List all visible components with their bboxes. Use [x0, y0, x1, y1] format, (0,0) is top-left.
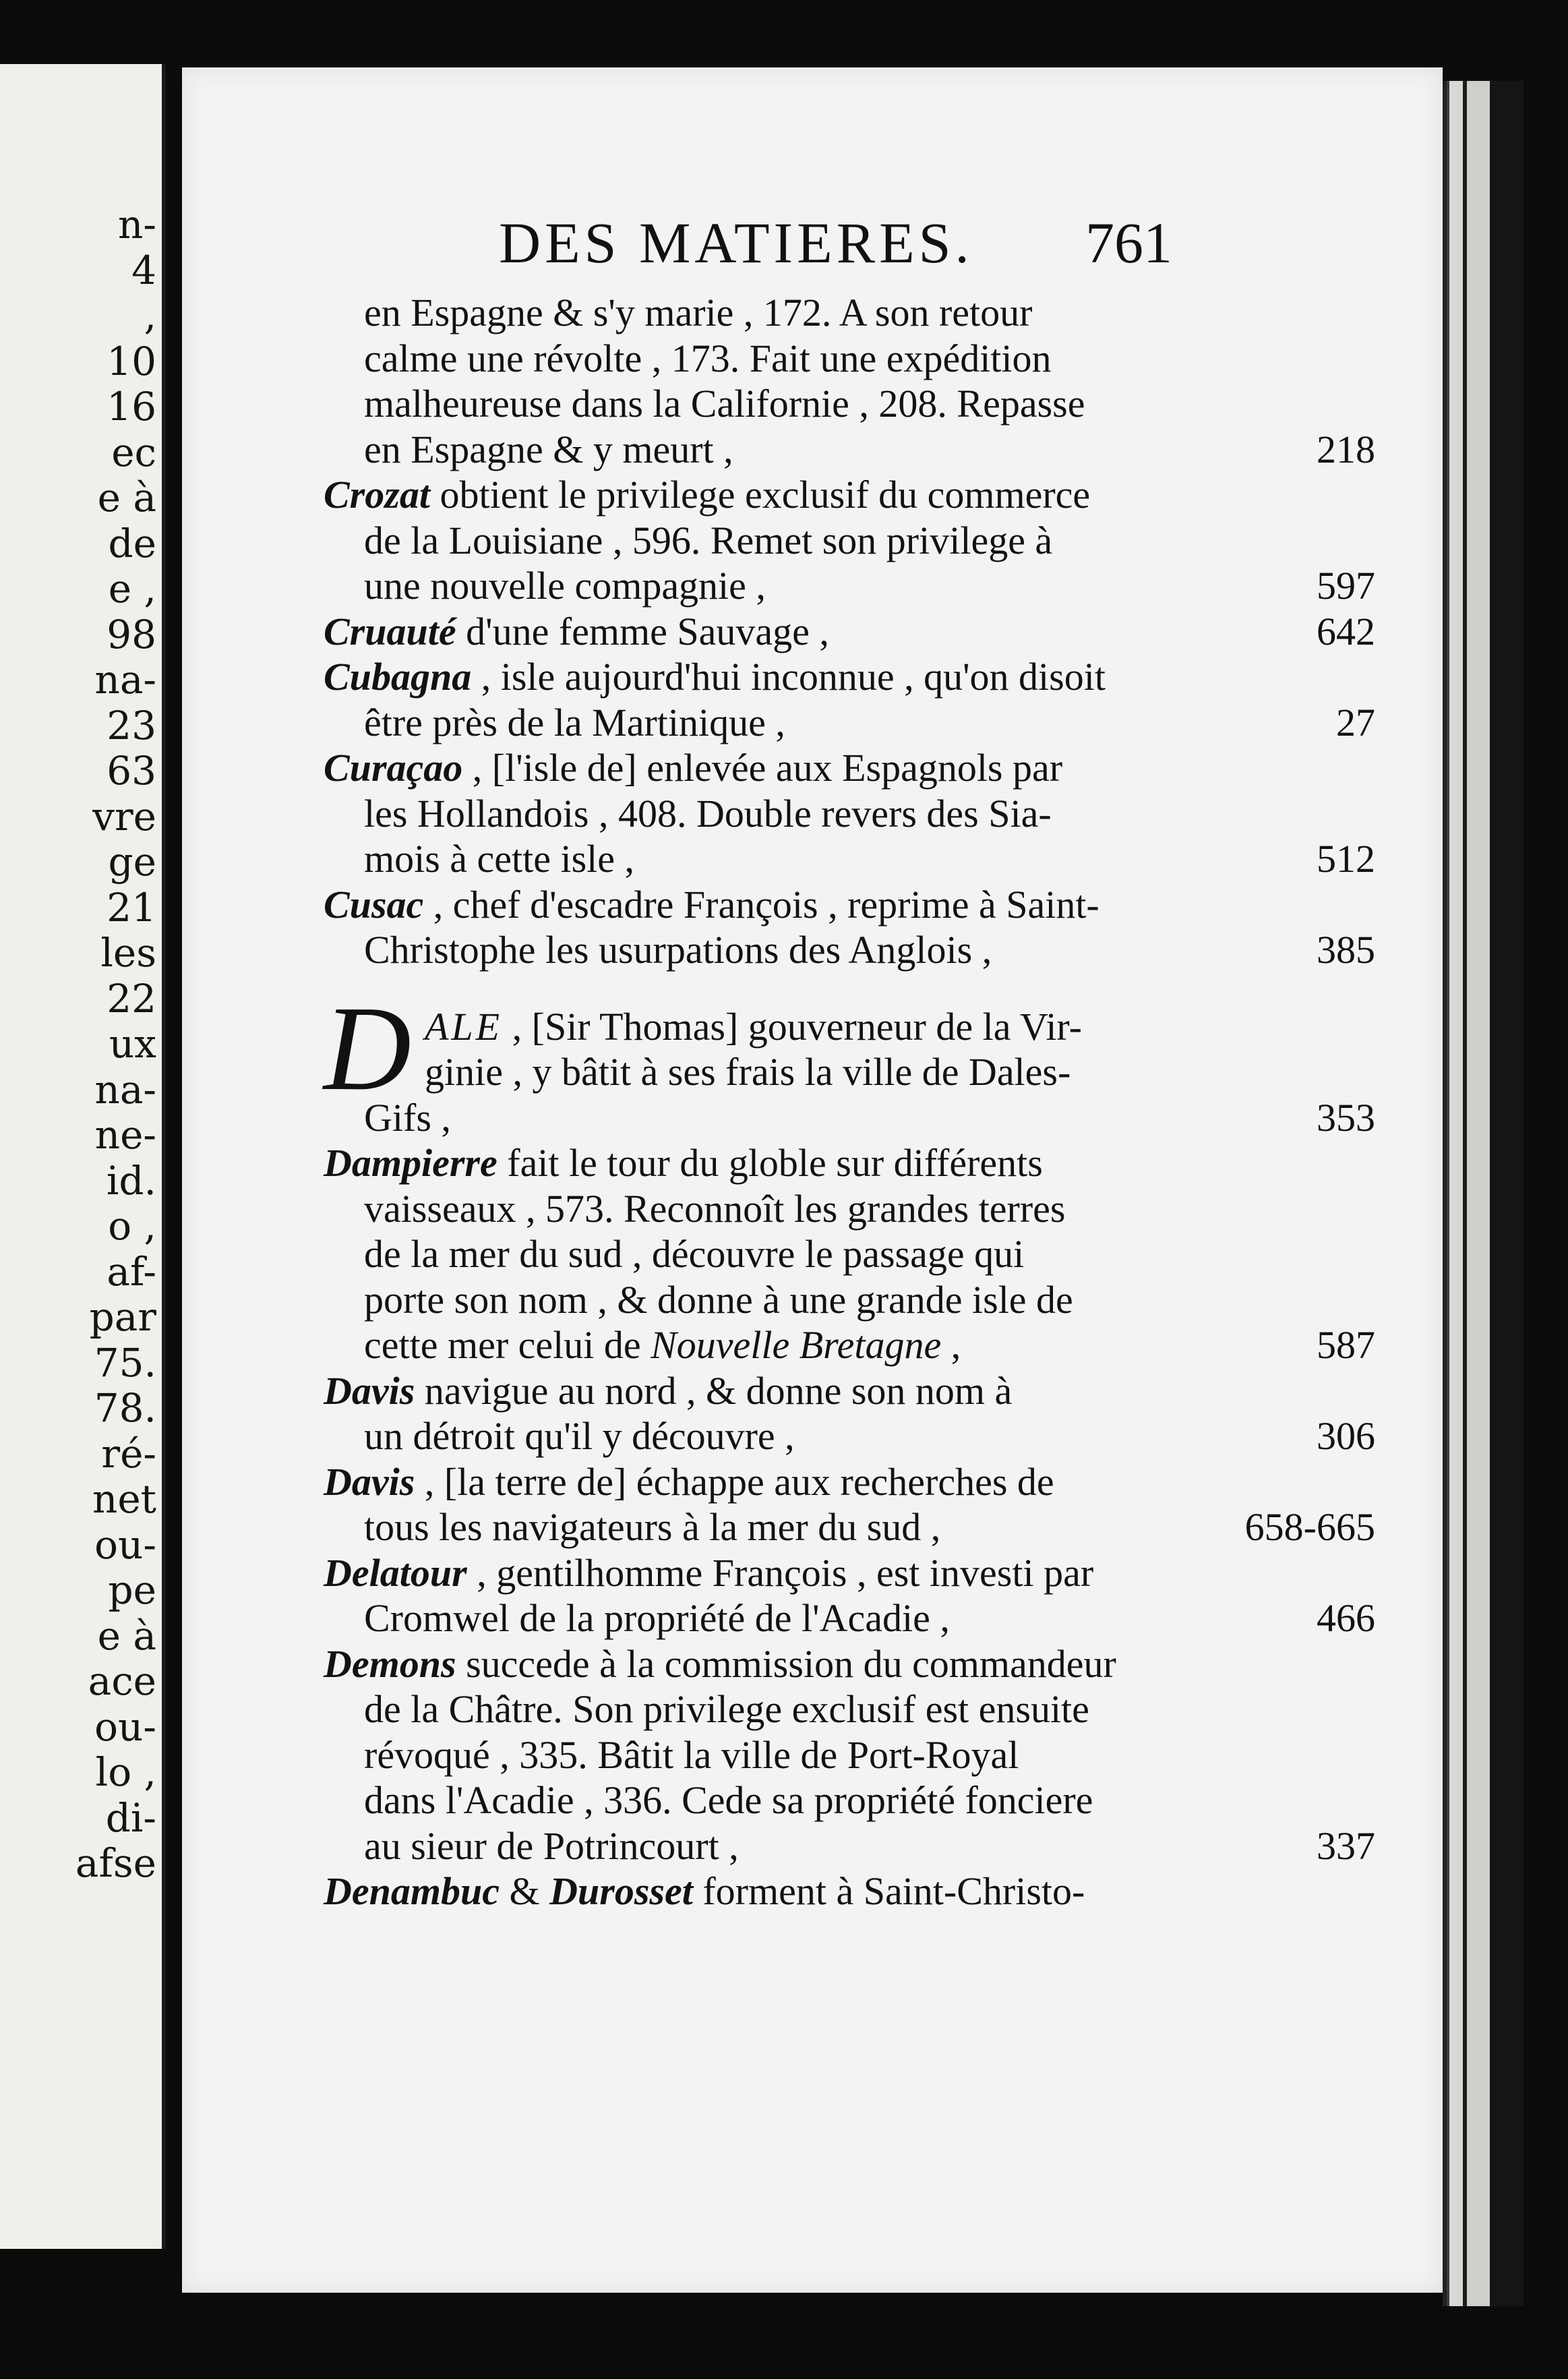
drop-cap: D: [324, 980, 411, 1115]
left-page-fragment: pe: [108, 1567, 156, 1613]
entry-line: ginie , y bâtit à ses frais la ville de Dales-: [425, 1050, 1071, 1094]
left-page-fragment: de: [108, 520, 156, 566]
entry-headword: Delatour: [324, 1550, 467, 1595]
left-page-fragment: ace: [88, 1658, 156, 1704]
entry-page-ref: 642: [1317, 609, 1375, 653]
left-page-fragment: 4: [131, 247, 156, 293]
left-page-fragment: 98: [107, 611, 156, 657]
entry-headword: Cubagna: [324, 655, 472, 699]
entry-line: Gifs , 353: [364, 1095, 1375, 1140]
left-page-fragment: lo ,: [95, 1749, 156, 1795]
entry-line: Denambuc & Durosset forment à Saint-Christo-: [324, 1869, 1085, 1913]
left-page-fragment: net: [92, 1476, 156, 1522]
entry-line: Christophe les usurpations des Anglois , 385: [364, 928, 1375, 972]
left-page-fragment: 78.: [94, 1385, 156, 1431]
left-page-fragment: e à: [97, 1612, 156, 1659]
left-page-fragment: ux: [109, 1021, 156, 1067]
page-number: 761: [1085, 210, 1172, 275]
entry-davis-1: [324, 1368, 1375, 1459]
left-page-fragment: e ,: [108, 566, 156, 612]
entry-line: Dampierre fait le tour du globle sur différents: [324, 1141, 1043, 1185]
entry-delatour: [324, 1550, 1375, 1641]
left-page-fragment: 22: [107, 975, 156, 1022]
left-page-fragment: ne-: [94, 1112, 156, 1158]
entry-headword: Dampierre: [324, 1141, 497, 1185]
left-page-fragment: 75.: [94, 1339, 156, 1386]
entry-cubagna: [324, 654, 1375, 745]
left-page-fragment: id.: [106, 1157, 156, 1204]
entry-headword: Durosset: [549, 1869, 693, 1913]
entry-denambuc: [324, 1869, 1375, 1914]
entry-page-ref: 587: [1317, 1323, 1375, 1367]
entry-line: les Hollandois , 408. Double revers des Sia-: [364, 791, 1052, 835]
entry-line: être près de la Martinique , 27: [364, 700, 1375, 744]
index-entries: [324, 290, 1375, 1914]
entry-line: Curaçao , [l'isle de] enlevée aux Espagnols par: [324, 746, 1063, 790]
left-page-fragment: di-: [105, 1794, 156, 1841]
left-page-fragment: 63: [107, 748, 156, 794]
entry-demons: [324, 1641, 1375, 1869]
entry-line: en Espagne & y meurt , 218: [364, 427, 1375, 471]
entry-headword: Crozat: [324, 473, 430, 517]
entry-line: mois à cette isle , 512: [364, 837, 1375, 881]
header-title: DES MATIERES.: [499, 210, 973, 275]
entry-line: vaisseaux , 573. Reconnoît les grandes terres: [364, 1186, 1066, 1231]
entry-continued: [324, 290, 1375, 472]
entry-dampierre: [324, 1140, 1375, 1368]
book-page: [182, 67, 1443, 2293]
entry-page-ref: 27: [1336, 700, 1375, 744]
entry-page-ref: 466: [1317, 1596, 1375, 1640]
entry-dale: [324, 980, 1375, 1141]
left-page-fragment: na-: [94, 657, 156, 703]
entry-cusac: [324, 882, 1375, 973]
left-page-fragment: 10: [107, 338, 156, 384]
entry-page-ref: 218: [1317, 427, 1375, 471]
left-page-fragment: 23: [107, 702, 156, 748]
entry-line: de la mer du sud , découvre le passage qui: [364, 1232, 1025, 1276]
entry-headword: Demons: [324, 1641, 456, 1686]
left-page-fragment: ré-: [101, 1430, 156, 1477]
previous-page-fragment: [0, 64, 166, 2249]
entry-line: Davis navigue au nord , & donne son nom à: [324, 1368, 1013, 1413]
entry-headword: ALE: [425, 1004, 503, 1049]
entry-line: Delatour , gentilhomme François , est investi par: [324, 1550, 1094, 1595]
left-page-fragment: ,: [144, 293, 156, 339]
entry-curacao: [324, 745, 1375, 882]
left-page-fragment: par: [89, 1294, 156, 1340]
left-page-fragment: les: [100, 930, 156, 976]
entry-line: de la Louisiane , 596. Remet son privilege à: [364, 518, 1053, 562]
entry-page-ref: 658-665: [1244, 1505, 1375, 1549]
entry-line: dans l'Acadie , 336. Cede sa propriété fonciere: [364, 1778, 1093, 1822]
left-page-fragment: na-: [94, 1066, 156, 1113]
entry-line: révoqué , 335. Bâtit la ville de Port-Royal: [364, 1732, 1019, 1777]
page-edges: [1443, 81, 1524, 2306]
entry-line: Cromwel de la propriété de l'Acadie , 466: [364, 1596, 1375, 1640]
entry-crozat: [324, 472, 1375, 609]
left-page-fragment: e à: [97, 475, 156, 521]
entry-davis-2: [324, 1459, 1375, 1550]
entry-line: de la Châtre. Son privilege exclusif est ensuite: [364, 1687, 1089, 1731]
entry-line: Davis , [la terre de] échappe aux recherches de: [324, 1459, 1054, 1504]
left-page-fragment: n-: [118, 202, 156, 247]
entry-headword: Cusac: [324, 882, 424, 927]
entry-line: Demons succede à la commission du commandeur: [324, 1641, 1116, 1686]
entry-page-ref: 512: [1317, 837, 1375, 881]
entry-line: au sieur de Potrincourt , 337: [364, 1823, 1375, 1868]
entry-line: un détroit qu'il y découvre , 306: [364, 1414, 1375, 1458]
entry-line: Cruauté d'une femme Sauvage , 642: [324, 609, 1375, 653]
entry-line: ALE , [Sir Thomas] gouverneur de la Vir-: [425, 1004, 1082, 1049]
entry-line: Crozat obtient le privilege exclusif du commerce: [324, 473, 1091, 517]
left-page-fragment: af-: [107, 1248, 156, 1295]
entry-page-ref: 306: [1317, 1414, 1375, 1458]
entry-line: cette mer celui de Nouvelle Bretagne , 587: [364, 1323, 1375, 1367]
entry-page-ref: 597: [1317, 564, 1375, 608]
entry-headword: Davis: [324, 1368, 415, 1413]
entry-headword: Denambuc: [324, 1869, 500, 1913]
left-page-fragment: 16: [107, 384, 156, 430]
entry-line: malheureuse dans la Californie , 208. Repasse: [364, 382, 1085, 425]
left-page-fragment: ge: [108, 839, 156, 885]
entry-line: tous les navigateurs à la mer du sud , 658-665: [364, 1505, 1375, 1549]
entry-headword: Curaçao: [324, 746, 463, 790]
left-page-fragment: ec: [111, 429, 156, 475]
running-header: [182, 209, 1443, 290]
left-page-fragment: vre: [92, 793, 156, 840]
entry-line: Cubagna , isle aujourd'hui inconnue , qu'on disoit: [324, 655, 1106, 699]
entry-line: Cusac , chef d'escadre François , reprime à Saint-: [324, 882, 1099, 927]
entry-line: en Espagne & s'y marie , 172. A son retour: [364, 291, 1033, 334]
left-page-fragment: ou-: [94, 1521, 156, 1568]
entry-line: une nouvelle compagnie , 597: [364, 564, 1375, 608]
left-page-fragment: 21: [107, 884, 156, 931]
left-page-fragment: o ,: [108, 1203, 156, 1249]
entry-line: calme une révolte , 173. Fait une expédition: [364, 336, 1052, 380]
entry-page-ref: 337: [1317, 1823, 1375, 1868]
entry-page-ref: 353: [1317, 1095, 1375, 1140]
entry-page-ref: 385: [1317, 928, 1375, 972]
entry-cruaute: [324, 609, 1375, 655]
entry-headword: Cruauté: [324, 609, 456, 653]
entry-headword: Davis: [324, 1459, 415, 1504]
left-page-fragment: ou-: [94, 1703, 156, 1750]
left-page-fragment: afse: [75, 1840, 156, 1886]
entry-line: porte son nom , & donne à une grande isle de: [364, 1277, 1073, 1322]
